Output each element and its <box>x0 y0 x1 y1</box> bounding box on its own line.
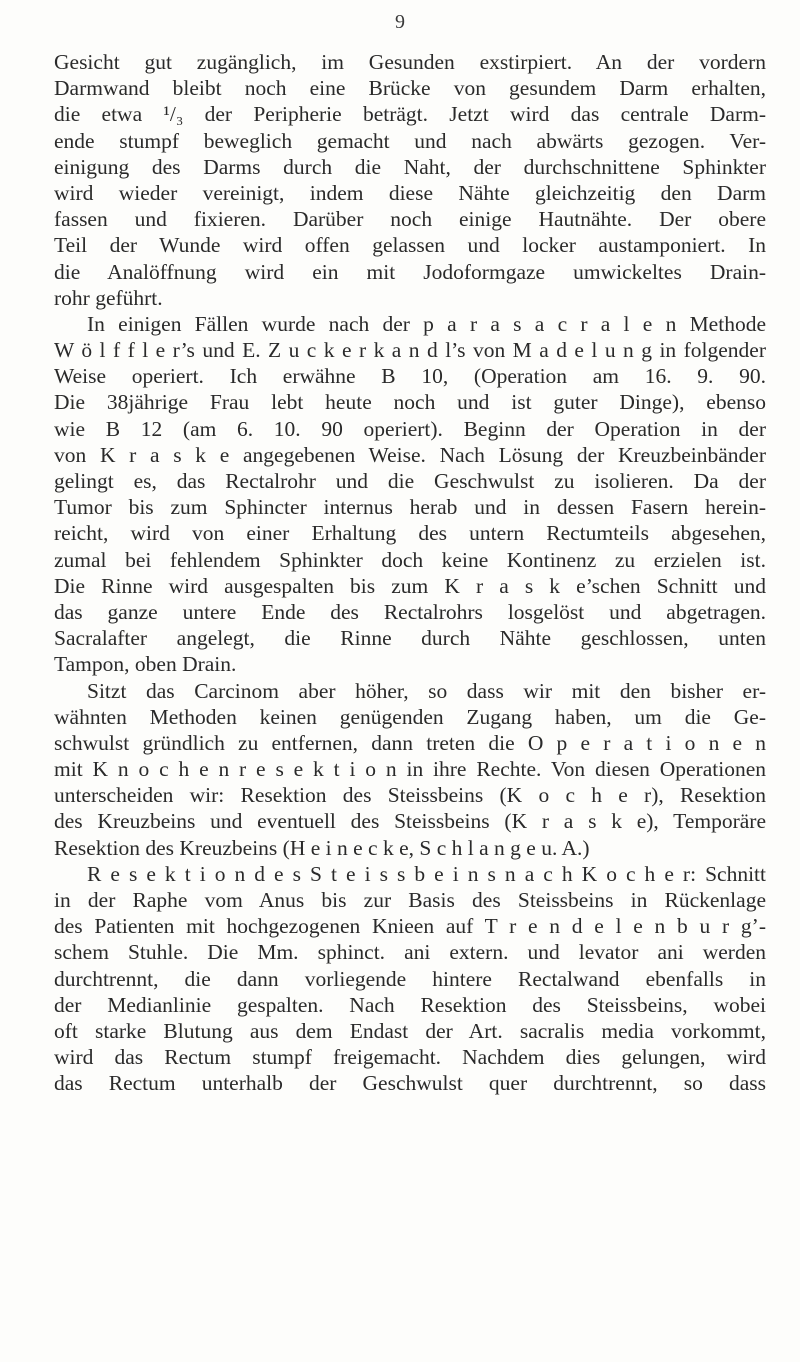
text-line: der Medianlinie gespalten. Nach Resektion des Steissbeins, wobei <box>54 992 766 1017</box>
text-line: In einigen Fällen wurde nach der p a r a s a c r a l e n Methode <box>87 311 766 336</box>
text-line: Weise operiert. Ich erwähne B 10, (Operation am 16. 9. 90. <box>54 364 766 389</box>
text-line: mit K n o c h e n r e s e k t i o n in ihre Rechte. Von diesen Operationen <box>54 757 766 782</box>
text-line: durchtrennt, die dann vorliegende hintere Rectalwand ebenfalls in <box>54 966 766 991</box>
text-line: Teil der Wunde wird offen gelassen und locker austamponiert. In <box>54 233 766 258</box>
text-line: oft starke Blutung aus dem Endast der Art. sacralis media vorkommt, <box>54 1018 766 1043</box>
text-line: R e s e k t i o n d e s S t e i s s b e i n s n a c h K o c h e r: Schnitt <box>87 861 766 886</box>
text-line: Darmwand bleibt noch eine Brücke von gesundem Darm erhalten, <box>54 76 766 101</box>
text-line: die etwa ¹/₃ der Peripherie beträgt. Jetzt wird das centrale Darm- <box>54 102 766 127</box>
text-line: von K r a s k e angegebenen Weise. Nach Lösung der Kreuzbeinbänder <box>54 442 766 467</box>
text-line: schem Stuhle. Die Mm. sphinct. ani extern. und levator ani werden <box>54 940 766 965</box>
text-line: gelingt es, das Rectalrohr und die Geschwulst zu isolieren. Da der <box>54 469 766 493</box>
text-line: zumal bei fehlendem Sphinkter doch keine Kontinenz zu erzielen ist. <box>54 547 766 572</box>
text-line: fassen und fixieren. Darüber noch einige Hautnähte. Der obere <box>54 207 766 232</box>
text-line: Sitzt das Carcinom aber höher, so dass wir mit den bisher er- <box>87 678 766 703</box>
text-line: Sacralafter angelegt, die Rinne durch Nähte geschlossen, unten <box>54 626 766 651</box>
text-line: ende stumpf beweglich gemacht und nach abwärts gezogen. Ver- <box>54 128 766 153</box>
text-line: W ö l f f l e r’s und E. Z u c k e r k a n d l’s von M a d e l u n g in folgender <box>54 338 766 363</box>
body-text <box>54 49 766 1097</box>
text-line: rohr geführt. <box>54 285 163 310</box>
text-line: wie B 12 (am 6. 10. 90 operiert). Beginn der Operation in der <box>54 416 766 441</box>
text-line: wird wieder vereinigt, indem diese Nähte gleichzeitig den Darm <box>54 180 766 205</box>
text-line: das ganze untere Ende des Rectalrohrs losgelöst und abgetragen. <box>54 599 766 624</box>
page-number: 9 <box>395 11 405 33</box>
text-line: unterscheiden wir: Resektion des Steissbeins (K o c h e r), Resektion <box>54 783 766 808</box>
text-line: in der Raphe vom Anus bis zur Basis des Steissbeins in Rückenlage <box>54 888 766 912</box>
text-line: wird das Rectum stumpf freigemacht. Nachdem dies gelungen, wird <box>54 1045 766 1070</box>
text-line: Resektion des Kreuzbeins (H e i n e c k e, S c h l a n g e u. A.) <box>54 835 590 860</box>
text-line: Tampon, oben Drain. <box>54 652 237 677</box>
text-line: reicht, wird von einer Erhaltung des untern Rectumteils abgesehen, <box>54 521 766 546</box>
text-line: schwulst gründlich zu entfernen, dann treten die O p e r a t i o n e n <box>54 730 766 755</box>
text-line: die Analöffnung wird ein mit Jodoformgaze umwickeltes Drain- <box>54 259 766 284</box>
text-line: Die 38jährige Frau lebt heute noch und ist guter Dinge), ebenso <box>54 390 766 415</box>
text-line: Tumor bis zum Sphincter internus herab und in dessen Fasern herein- <box>54 495 766 520</box>
text-line: wähnten Methoden keinen genügenden Zugang haben, um die Ge- <box>54 704 766 729</box>
text-line: Gesicht gut zugänglich, im Gesunden exstirpiert. An der vordern <box>54 50 766 74</box>
text-line: des Patienten mit hochgezogenen Knieen auf T r e n d e l e n b u r g’- <box>54 914 766 939</box>
text-line: einigung des Darms durch die Naht, der durchschnittene Sphinkter <box>54 154 766 179</box>
text-line: das Rectum unterhalb der Geschwulst quer durchtrennt, so dass <box>54 1071 766 1096</box>
text-line: des Kreuzbeins und eventuell des Steissbeins (K r a s k e), Temporäre <box>54 809 766 834</box>
text-line: Die Rinne wird ausgespalten bis zum K r a s k e’schen Schnitt und <box>54 573 766 598</box>
